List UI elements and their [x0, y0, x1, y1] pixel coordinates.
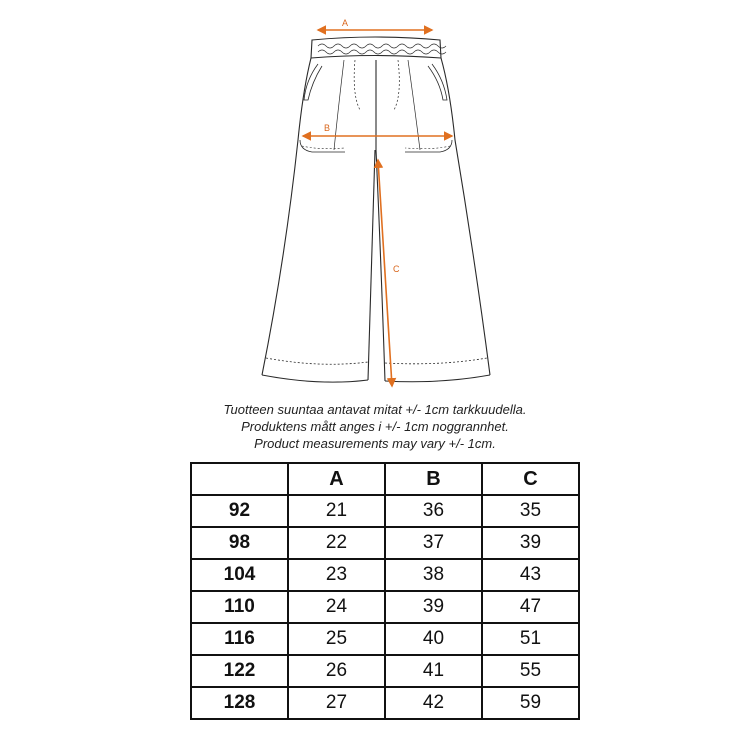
value-b: 36 — [385, 495, 482, 527]
measure-a — [318, 18, 432, 30]
size-cell: 110 — [191, 591, 288, 623]
value-c: 47 — [482, 591, 579, 623]
header-size — [191, 463, 288, 495]
value-b: 38 — [385, 559, 482, 591]
size-cell: 92 — [191, 495, 288, 527]
note-swedish: Produktens mått anges i +/- 1cm noggrannhet. — [241, 419, 509, 434]
label-b: B — [324, 123, 331, 133]
value-a: 24 — [288, 591, 385, 623]
table-row — [191, 527, 579, 559]
value-a: 21 — [288, 495, 385, 527]
note-finnish: Tuotteen suuntaa antavat mitat +/- 1cm tarkkuudella. — [223, 402, 527, 417]
value-b: 40 — [385, 623, 482, 655]
size-cell: 128 — [191, 687, 288, 719]
table-row — [191, 495, 579, 527]
pants-outline — [262, 37, 490, 382]
value-c: 55 — [482, 655, 579, 687]
size-cell: 122 — [191, 655, 288, 687]
table-row — [191, 591, 579, 623]
value-a: 25 — [288, 623, 385, 655]
table-row — [191, 687, 579, 719]
value-c: 35 — [482, 495, 579, 527]
measurement-notes — [0, 401, 750, 452]
size-cell: 98 — [191, 527, 288, 559]
value-a: 22 — [288, 527, 385, 559]
value-a: 26 — [288, 655, 385, 687]
table-row — [191, 655, 579, 687]
table-header-row — [191, 463, 579, 495]
value-c: 39 — [482, 527, 579, 559]
note-english: Product measurements may vary +/- 1cm. — [254, 436, 496, 451]
table-row — [191, 559, 579, 591]
label-c: C — [393, 264, 400, 274]
value-c: 43 — [482, 559, 579, 591]
value-c: 59 — [482, 687, 579, 719]
size-cell: 104 — [191, 559, 288, 591]
table-row — [191, 623, 579, 655]
measure-b — [303, 123, 452, 136]
header-b: B — [385, 463, 482, 495]
value-b: 37 — [385, 527, 482, 559]
value-b: 42 — [385, 687, 482, 719]
value-a: 27 — [288, 687, 385, 719]
size-table — [190, 462, 580, 720]
size-cell: 116 — [191, 623, 288, 655]
value-c: 51 — [482, 623, 579, 655]
header-c: C — [482, 463, 579, 495]
header-a: A — [288, 463, 385, 495]
value-b: 39 — [385, 591, 482, 623]
value-a: 23 — [288, 559, 385, 591]
label-a: A — [342, 18, 349, 28]
value-b: 41 — [385, 655, 482, 687]
